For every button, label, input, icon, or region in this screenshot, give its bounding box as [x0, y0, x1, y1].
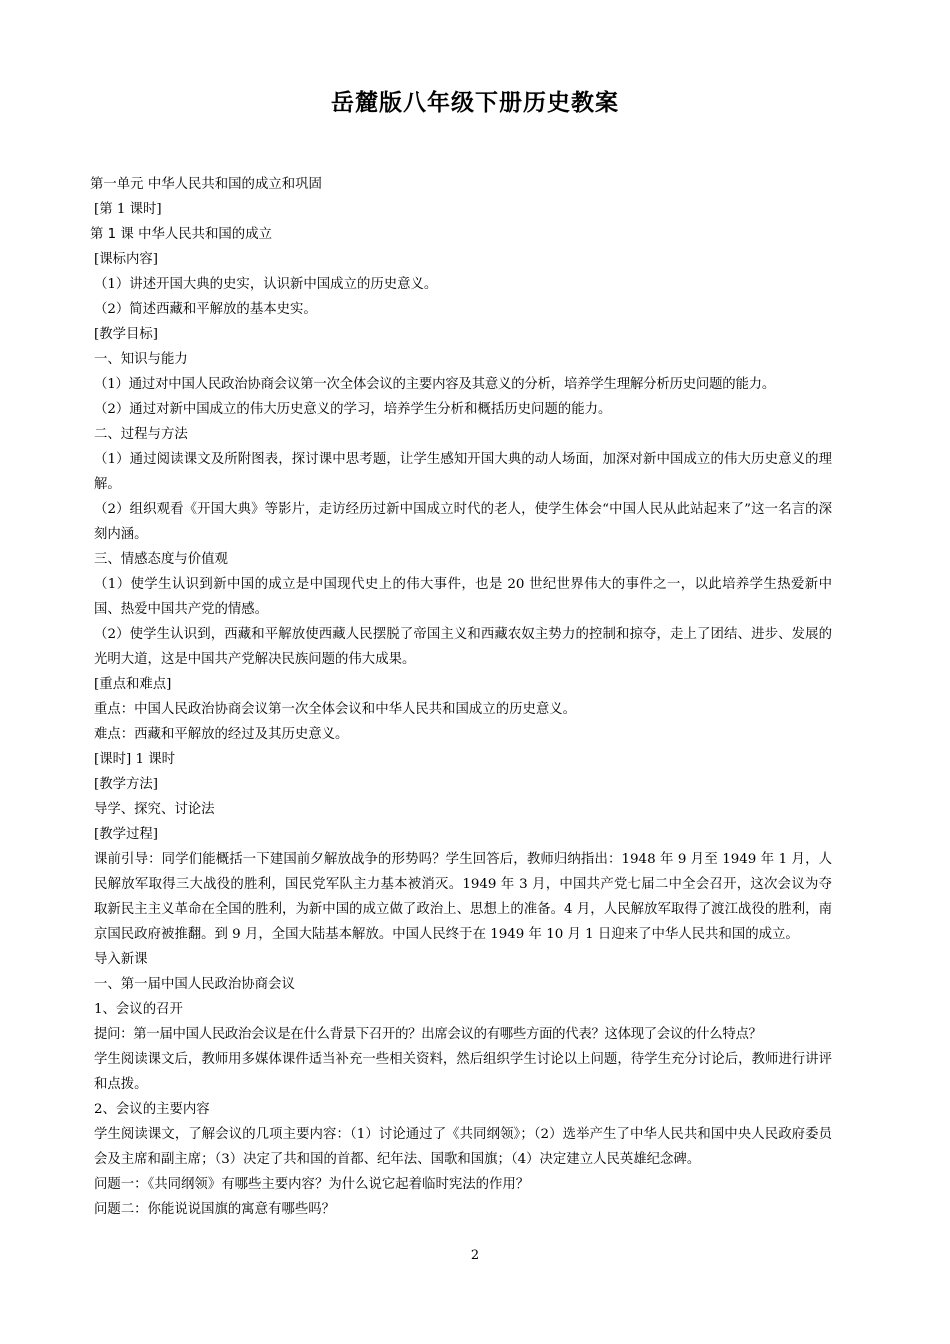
section-label: [重点和难点]: [94, 677, 172, 692]
paragraph: 难点：西藏和平解放的经过及其历史意义。: [94, 727, 349, 742]
section-label: [教学过程]: [94, 827, 159, 842]
paragraph: （2）简述西藏和平解放的基本史实。: [94, 302, 317, 317]
paragraph: 重点：中国人民政治协商会议第一次全体会议和中华人民共和国成立的历史意义。: [94, 702, 577, 717]
subsection-heading: 1、会议的召开: [94, 1002, 183, 1017]
paragraph: （2）使学生认识到，西藏和平解放使西藏人民摆脱了帝国主义和西藏农奴主势力的控制和掠夺，走上了团结、进步、发展的光明大道，这是中国共产党解决民族问题的伟大成果。: [94, 627, 832, 667]
paragraph: 问题一：《共同纲领》有哪些主要内容？为什么说它起着临时宪法的作用？: [94, 1177, 530, 1192]
paragraph: （2）通过对新中国成立的伟大历史意义的学习，培养学生分析和概括历史问题的能力。: [94, 402, 612, 417]
paragraph: （1）讲述开国大典的史实，认识新中国成立的历史意义。: [94, 277, 438, 292]
unit-heading: 第一单元 中华人民共和国的成立和巩固: [90, 177, 322, 192]
paragraph: 导学、探究、讨论法: [94, 802, 215, 817]
document-title: 岳麓版八年级下册历史教案: [331, 90, 619, 116]
paragraph: （1）使学生认识到新中国的成立是中国现代史上的伟大事件，也是 20 世纪世界伟大的事件之一，以此培养学生热爱新中国、热爱中国共产党的情感。: [94, 577, 832, 617]
section-label: [教学方法]: [94, 777, 159, 792]
lesson-heading: 第 1 课 中华人民共和国的成立: [90, 227, 272, 242]
subsection-heading: 一、知识与能力: [94, 352, 188, 367]
paragraph: 问题二：你能说说国旗的寓意有哪些吗？: [94, 1202, 336, 1217]
paragraph: 学生阅读课文，了解会议的几项主要内容：（1）讨论通过了《共同纲领》；（2）选举产生了中华人民共和国中央人民政府委员会及主席和副主席；（3）决定了共和国的首都、纪年法、国歌和国旗；（4）决定建立人民英雄纪念碑。: [94, 1127, 832, 1167]
paragraph: 课前引导：同学们能概括一下建国前夕解放战争的形势吗？学生回答后，教师归纳指出：1948 年 9 月至 1949 年 1 月，人民解放军取得三大战役的胜利，国民党军队主力基本被消灭。1949 年 3 月，中国共产党七届二中全会召开，这次会议为夺取新民主主义革命在全国的胜利，为新中国的成立做了政治上、思想上的准备。4 月，人民解放军取得了渡江战役的胜利，南京国民政府被推翻。到 9 月，全国大陆基本解放。中国人民终于在 1949 年 10 月 1 日迎来了中华人民共和国的成立。: [94, 852, 832, 942]
paragraph: （2）组织观看《开国大典》等影片，走访经历过新中国成立时代的老人，使学生体会“中国人民从此站起来了”这一名言的深刻内涵。: [94, 502, 832, 542]
section-label: [课时] 1 课时: [94, 752, 176, 767]
section-label: [教学目标]: [94, 327, 159, 342]
document-body: [90, 172, 832, 1222]
paragraph: 提问：第一届中国人民政治会议是在什么背景下召开的？出席会议的有哪些方面的代表？这体现了会议的什么特点？: [94, 1027, 762, 1042]
subsection-heading: 三、情感态度与价值观: [94, 552, 228, 567]
paragraph: （1）通过阅读课文及所附图表，探讨课中思考题，让学生感知开国大典的动人场面，加深对新中国成立的伟大历史意义的理解。: [94, 452, 832, 492]
subsection-heading: 二、过程与方法: [94, 427, 188, 442]
paragraph: 学生阅读课文后，教师用多媒体课件适当补充一些相关资料，然后组织学生讨论以上问题，待学生充分讨论后，教师进行讲评和点拨。: [94, 1052, 832, 1092]
paragraph: 导入新课: [94, 952, 148, 967]
page-number: 2: [470, 1248, 480, 1263]
subsection-heading: 2、会议的主要内容: [94, 1102, 210, 1117]
lesson-period: [第 1 课时]: [94, 202, 162, 217]
subsection-heading: 一、第一届中国人民政治协商会议: [94, 977, 295, 992]
section-label: [课标内容]: [94, 252, 159, 267]
paragraph: （1）通过对中国人民政治协商会议第一次全体会议的主要内容及其意义的分析，培养学生理解分析历史问题的能力。: [94, 377, 776, 392]
